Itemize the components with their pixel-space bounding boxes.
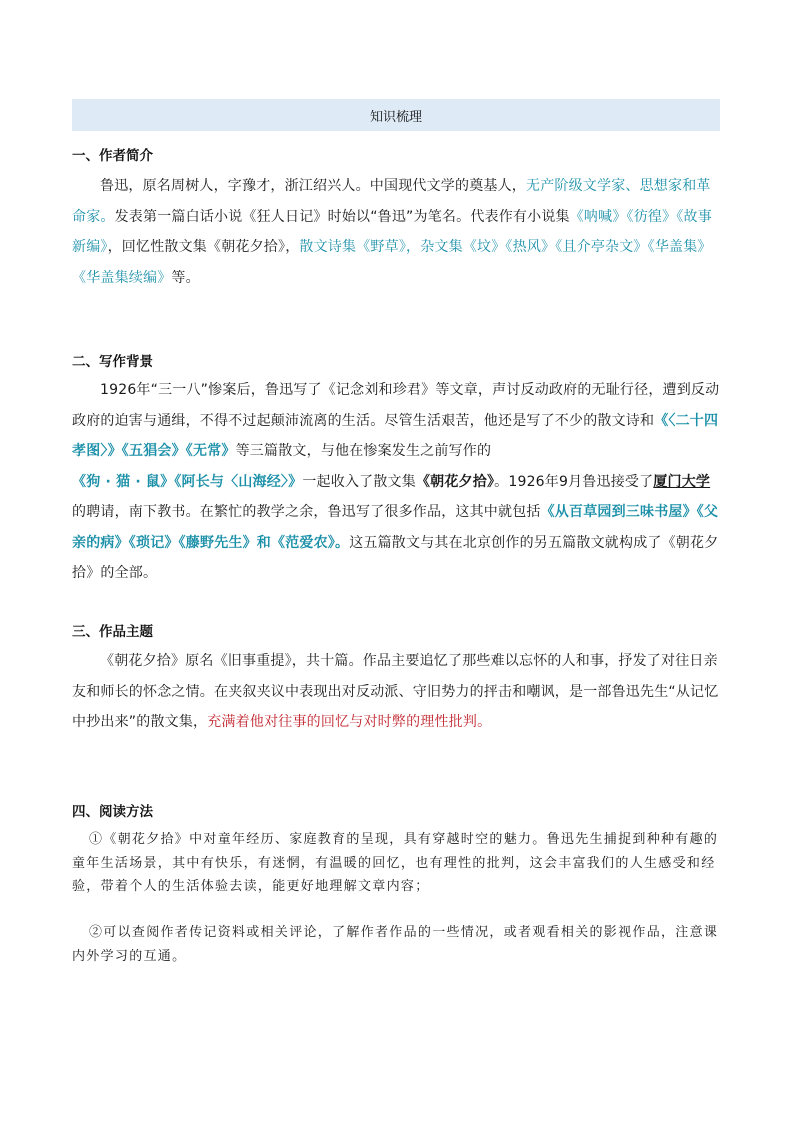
text-run: 的聘请，南下教书。在繁忙的教学之余，鲁迅写了很多作品，这其中就包括 (72, 504, 541, 520)
text-run: 厦门大学 (653, 473, 711, 490)
page-title: 知识梳理 (369, 109, 422, 125)
section-heading-background: 二、写作背景 (72, 354, 153, 370)
text-run: 充满着他对往事的回忆与对时弊的理性批判。 (207, 714, 492, 730)
text-run: 《朝花夕拾》 (415, 473, 495, 490)
text-run: 《呐喊》《彷徨》《故事新编》 (72, 208, 712, 255)
text-run: 《〈二十四孝图〉》《五猖会》《无常》 (72, 412, 719, 459)
text-run: 这五篇散文与其在北京创作的另五篇散文就构成了《朝花夕拾》的全部。 (72, 534, 719, 581)
text-run: 等三篇散文，与他在惨案发生之前写作的 (235, 443, 492, 459)
text-run: 《朝花夕拾》原名《旧事重提》，共十篇。作品主要追忆了那些难以忘怀的人和事，抒发了对往日亲友和师长的怀念之情。在夹叙夹议中表现出对反动派、守旧势力的抨击和嘲讽，是一部鲁迅先生“从记忆中抄出来”的散文集， (72, 653, 719, 730)
text-run: 《狗 · 猫 · 鼠》《阿长与〈山海经〉》 (72, 473, 303, 490)
section-heading-theme: 三、作品主题 (72, 624, 153, 640)
section-heading-author: 一、作者简介 (72, 148, 153, 164)
section-body-theme (72, 646, 720, 738)
text-run: 《从百草园到三味书屋》《父亲的病》《琐记》《藤野先生》和《范爱农》。 (72, 504, 719, 551)
text-run: 1926年“三一八”惨案后，鲁迅写了《记念刘和珍君》等文章，声讨反动政府的无耻行径，遭到反动政府的迫害与通缉，不得不过起颠沛流离的生活。尽管生活艰苦，他还是写了不少的散文诗和 (72, 382, 720, 429)
text-run: ，回忆性散文集《朝花夕拾》， (107, 239, 300, 255)
section-body-background (72, 375, 720, 589)
section-heading-method: 四、阅读方法 (72, 804, 153, 820)
text-run: 等。 (171, 269, 200, 286)
text-run: 发表第一篇白话小说《狂人日记》时始以“鲁迅”为笔名。代表作有小说集 (114, 208, 570, 225)
text-run: 。1926年9月鲁迅接受了 (494, 473, 654, 490)
reading-method-item-2: ②可以查阅作者传记资料或相关评论，了解作者作品的一些情况，或者观看相关的影视作品，注意课内外学习的互通。 (72, 925, 719, 964)
text-run: 散文诗集《野草》，杂文集《坟》《热风》《且介亭杂文》《华盖集》《华盖集续编》 (72, 239, 712, 286)
text-run: 无产阶级文学家、思想家和革命家。 (72, 178, 711, 225)
document-page (72, 99, 720, 964)
page-title-bar (72, 99, 720, 131)
text-run: 鲁迅，原名周树人，字豫才，浙江绍兴人。中国现代文学的奠基人， (100, 178, 526, 194)
text-run: 一起收入了散文集 (302, 473, 416, 490)
reading-method-item-1: ①《朝花夕拾》中对童年经历、家庭教育的呈现，具有穿越时空的魅力。鲁迅先生捕捉到种种有趣的童年生活场景，其中有快乐，有迷惘，有温暖的回忆，也有理性的批判，这会丰富我们的人生感受和经验，带着个人的生活体验去读，能更好地理解文章内容； (72, 832, 719, 894)
section-body-author (72, 171, 720, 293)
